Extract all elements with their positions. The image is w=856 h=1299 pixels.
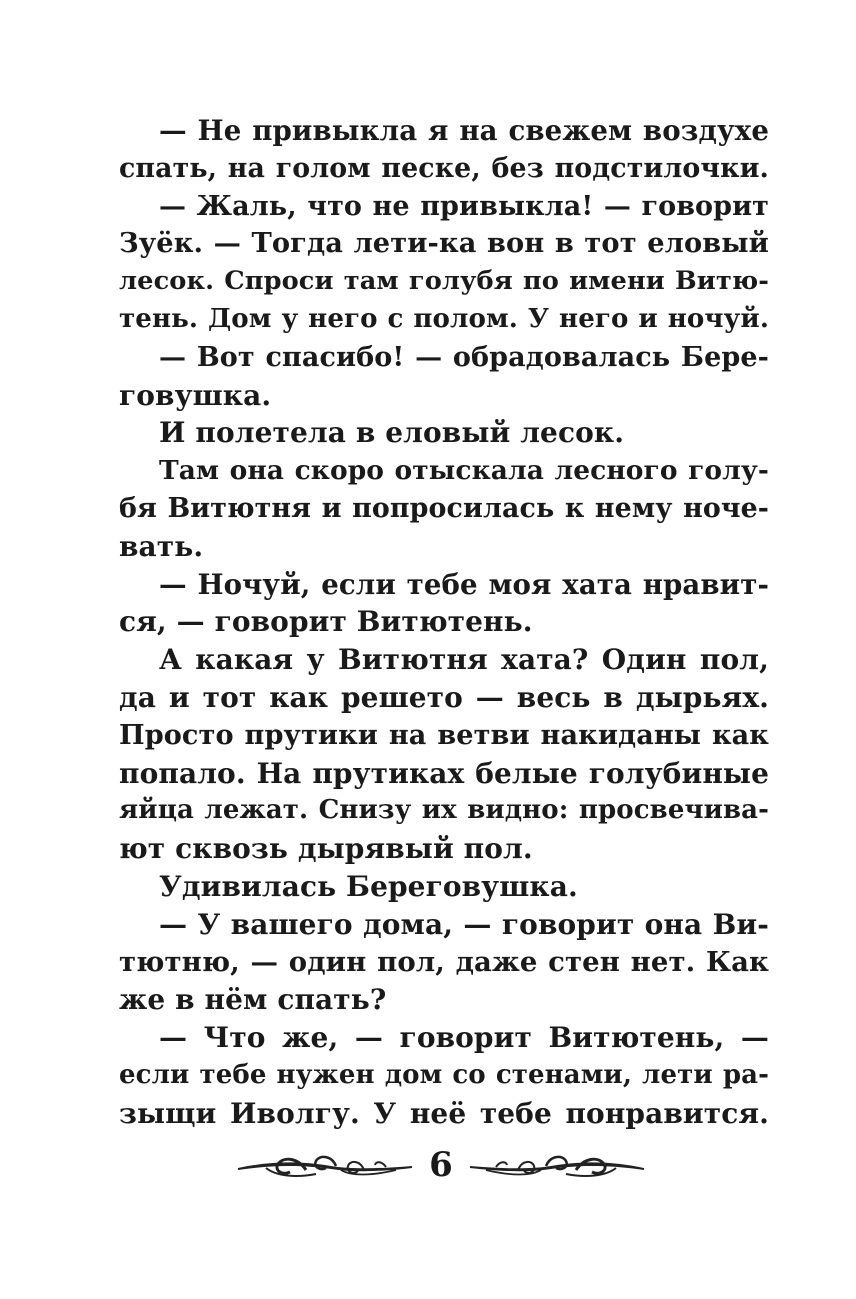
text-line: Зуёк. — Тогда лети-ка вон в тот еловый (119, 227, 769, 260)
text-line: — Жаль, что не привыкла! — говорит (159, 190, 769, 222)
text-line: яйца лежат. Снизу их видно: просвечива- (119, 795, 769, 826)
text-line: — Не привыкла я на свежем воздухе (159, 114, 769, 147)
text-line: ся, — говорит Витютень. (119, 605, 533, 639)
text-line: — Вот спасибо! — обрадовалась Бере- (159, 341, 769, 373)
text-line: попало. На прутиках белые голубиные (119, 756, 769, 790)
text-line: говушка. (119, 378, 272, 412)
text-line: да и тот как решето — весь в дырьях. (119, 680, 769, 714)
text-line: зыщи Иволгу. У неё тебе понравится. (119, 1096, 769, 1130)
text-line: ют сквозь дырявый пол. (119, 832, 533, 866)
left-ornament-icon (236, 1148, 416, 1184)
text-line: тютню, — один пол, даже стен нет. Как (119, 945, 769, 978)
text-line: лесок. Спроси там голубя по имени Витю- (119, 266, 769, 297)
text-line: А какая у Витютня хата? Один пол, (159, 643, 769, 677)
text-line: Просто прутики на ветви накиданы как (119, 719, 769, 751)
page-number: 6 (429, 1145, 453, 1185)
right-ornament-icon (466, 1148, 646, 1184)
text-line: — Что же, — говорит Витютень, — (159, 1021, 769, 1055)
text-line: бя Витютня и попросилась к нему ноче- (119, 492, 769, 524)
text-line: вать. (119, 529, 204, 563)
text-line: И полетела в еловый лесок. (159, 416, 625, 450)
page-footer (236, 1140, 646, 1190)
body-text (119, 112, 769, 1133)
text-line: — Ночуй, если тебе моя хата нравит- (159, 567, 769, 601)
text-line: — У вашего дома, — говорит она Ви- (159, 907, 769, 941)
text-line: спать, на голом песке, без подстилочки. (119, 152, 769, 184)
text-line: тень. Дом у него с полом. У него и ночуй. (119, 303, 769, 334)
text-line: Удивилась Береговушка. (159, 869, 578, 903)
text-line: же в нём спать? (119, 983, 387, 1017)
text-line: Там она скоро отыскала лесного голу- (159, 455, 769, 487)
text-line: если тебе нужен дом со стенами, лети ра- (119, 1059, 769, 1090)
